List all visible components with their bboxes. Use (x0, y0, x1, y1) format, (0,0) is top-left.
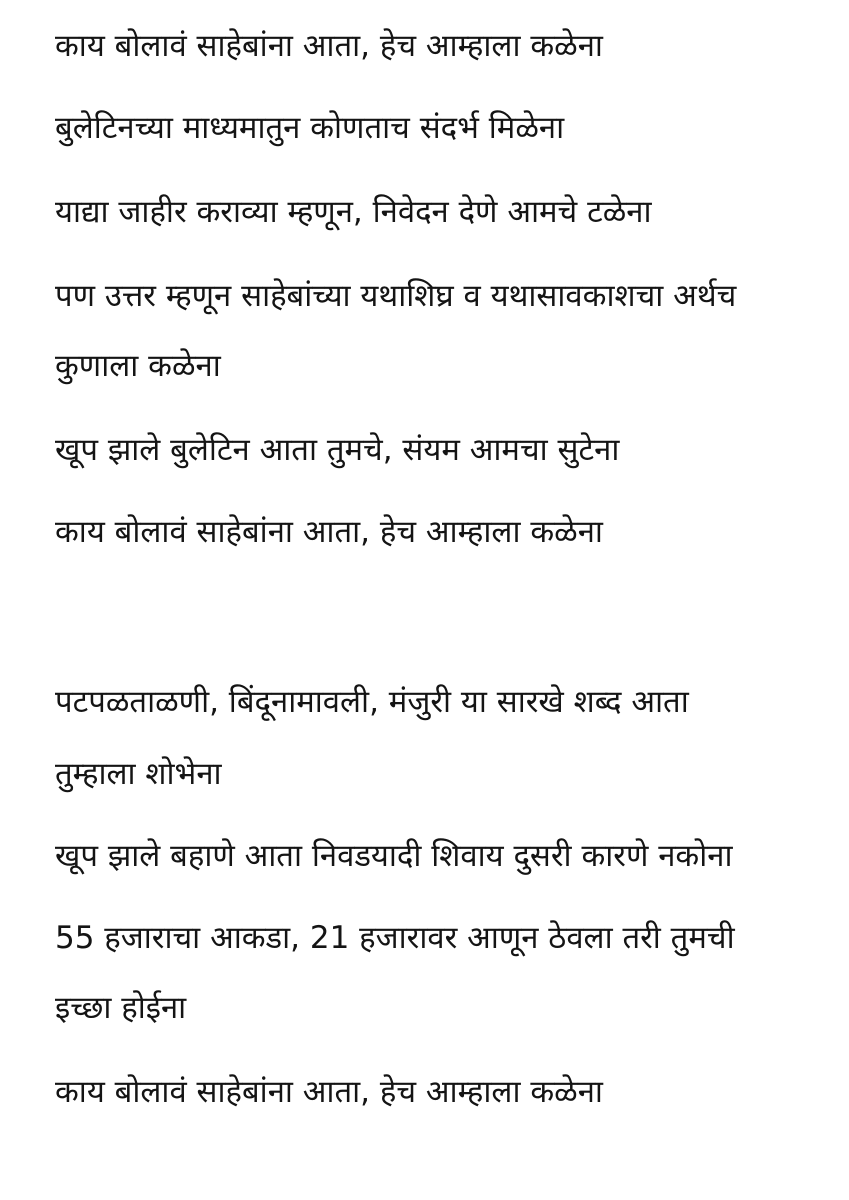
poem-line: काय बोलावं साहेबांना आता, हेच आम्हाला कळेना (55, 514, 603, 550)
poem-line: 55 हजाराचा आकडा, 21 हजारावर आणून ठेवला तरी तुमची (55, 920, 735, 956)
poem-line: काय बोलावं साहेबांना आता, हेच आम्हाला कळेना (55, 1074, 603, 1110)
poem-line: पण उत्तर म्हणून साहेबांच्या यथाशिघ्र व यथासावकाशचा अर्थच (55, 278, 737, 314)
poem-line: खूप झाले बहाणे आता निवडयादी शिवाय दुसरी कारणे नकोना (55, 838, 733, 874)
poem-line: याद्या जाहीर कराव्या म्हणून, निवेदन देणे आमचे टळेना (55, 194, 652, 230)
poem-line: तुम्हाला शोभेना (55, 756, 222, 792)
poem-line: कुणाला कळेना (55, 348, 221, 384)
poem-line: खूप झाले बुलेटिन आता तुमचे, संयम आमचा सुटेना (55, 432, 620, 468)
poem-line: इच्छा होईना (55, 990, 187, 1026)
poem-line: काय बोलावं साहेबांना आता, हेच आम्हाला कळेना (55, 28, 603, 64)
poem-line: पटपळताळणी, बिंदूनामावली, मंजुरी या सारखे शब्द आता (55, 684, 689, 720)
poem-line: बुलेटिनच्या माध्यमातुन कोणताच संदर्भ मिळेना (55, 110, 565, 146)
